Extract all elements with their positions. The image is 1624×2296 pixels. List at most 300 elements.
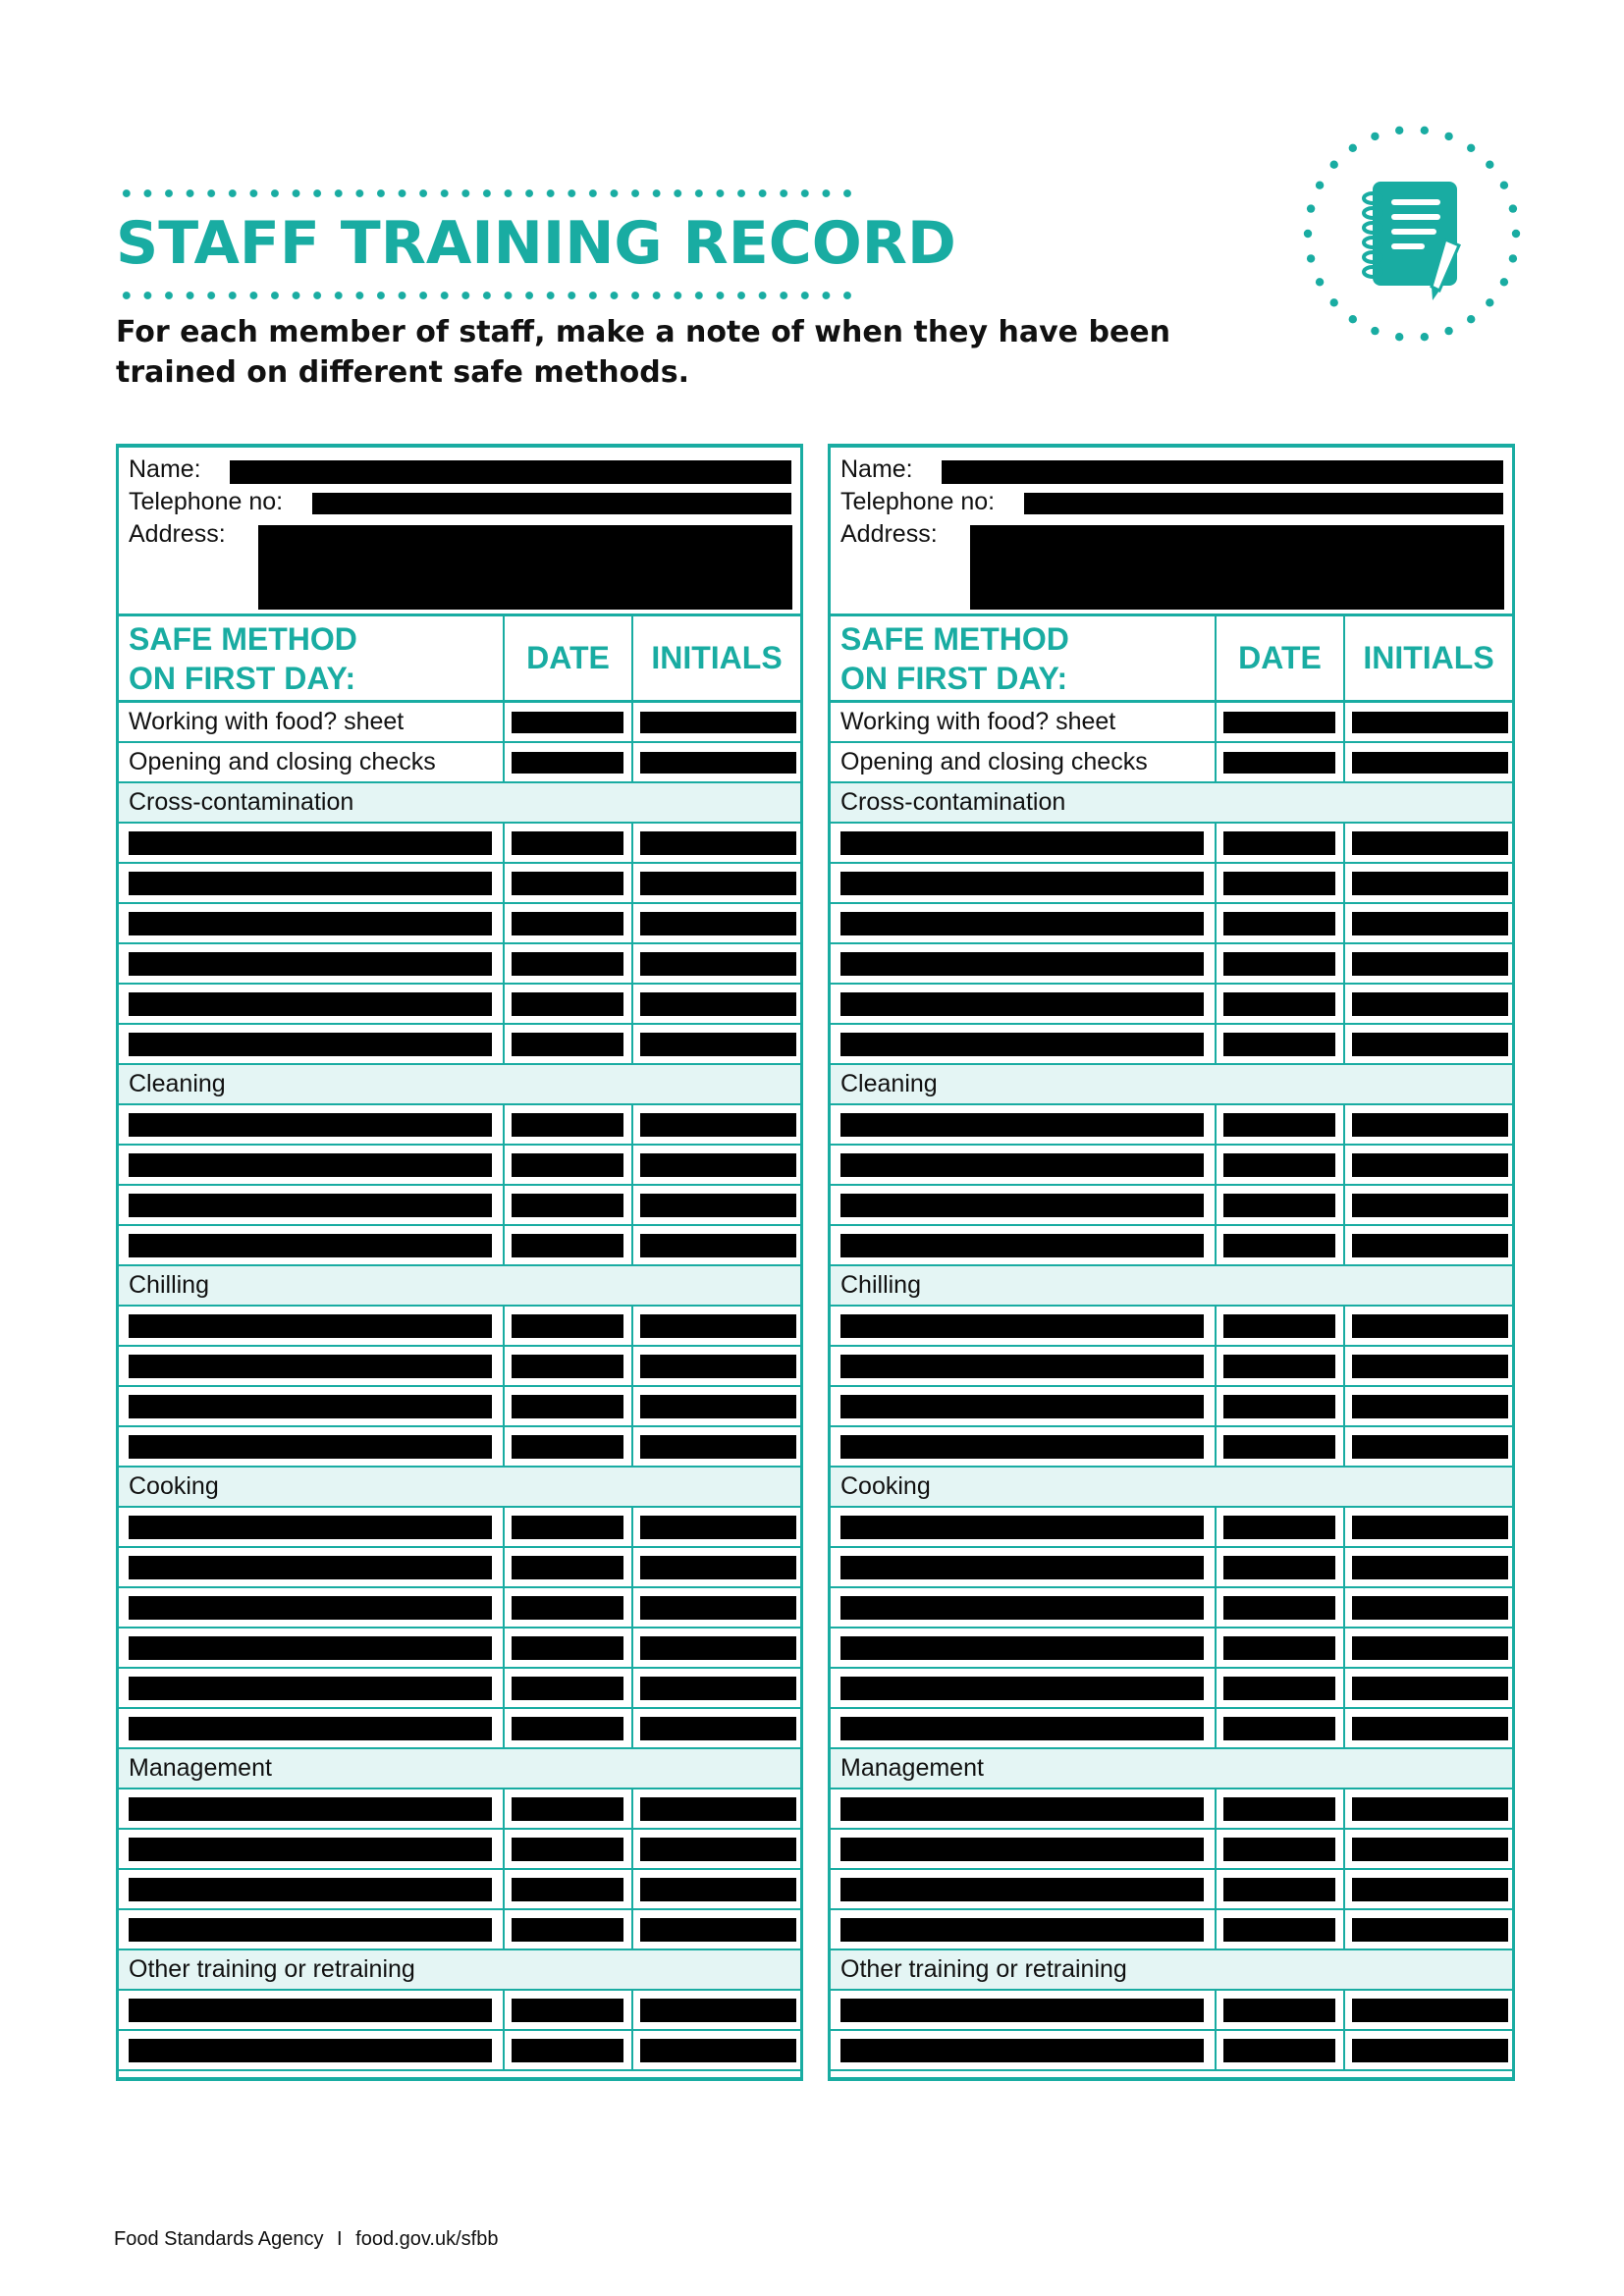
section-header-row <box>831 1950 1512 1991</box>
column-divider <box>503 1991 505 2029</box>
column-divider <box>1215 1427 1217 1466</box>
column-header-method-line1: SAFE METHOD <box>129 621 357 657</box>
name-field-redacted[interactable] <box>230 460 791 484</box>
training-entry-row <box>831 824 1512 864</box>
column-divider <box>1215 944 1217 983</box>
date-cell-redacted <box>1223 1999 1335 2022</box>
training-entry-row <box>119 1789 800 1830</box>
method-cell-redacted <box>129 1596 492 1620</box>
method-cell-redacted <box>129 1153 492 1177</box>
column-divider <box>631 904 633 942</box>
column-header-method <box>840 619 1214 703</box>
training-entry-row <box>831 1991 1512 2031</box>
date-cell-redacted <box>512 1033 623 1056</box>
column-divider <box>1215 1226 1217 1264</box>
column-divider <box>631 864 633 902</box>
initials-cell-redacted <box>640 1314 796 1338</box>
training-entry-row <box>119 985 800 1025</box>
date-cell-redacted <box>1223 1838 1335 1861</box>
column-divider <box>1215 1870 1217 1908</box>
training-entry-row <box>831 1427 1512 1468</box>
date-cell-redacted <box>1223 992 1335 1016</box>
footer-url[interactable]: food.gov.uk/sfbb <box>355 2228 499 2250</box>
training-entry-row <box>831 864 1512 904</box>
method-cell-redacted <box>840 952 1204 976</box>
column-divider <box>1343 1347 1345 1385</box>
method-cell-redacted <box>840 1596 1204 1620</box>
logo-dot <box>1500 278 1508 286</box>
date-cell-redacted <box>512 1838 623 1861</box>
method-cell-redacted <box>840 1999 1204 2022</box>
column-header-method-line1: SAFE METHOD <box>840 621 1069 657</box>
column-divider <box>1215 904 1217 942</box>
column-divider <box>1343 1186 1345 1224</box>
date-cell-redacted <box>512 872 623 895</box>
method-cell-redacted <box>129 1113 492 1137</box>
column-divider <box>503 1186 505 1224</box>
initials-cell-redacted <box>640 1395 796 1418</box>
column-divider <box>503 1870 505 1908</box>
section-label: Management <box>129 1754 272 1782</box>
column-divider <box>631 824 633 862</box>
date-cell-redacted <box>1223 1717 1335 1740</box>
address-field-redacted[interactable] <box>970 525 1504 610</box>
column-divider <box>631 1991 633 2029</box>
logo-dot <box>1304 230 1312 238</box>
initials-cell-redacted <box>640 1797 796 1821</box>
training-entry-row <box>119 1427 800 1468</box>
date-cell-redacted <box>512 912 623 935</box>
column-divider <box>1343 1226 1345 1264</box>
column-header-method-line2: ON FIRST DAY: <box>129 661 356 696</box>
logo-dot <box>1395 127 1403 134</box>
initials-cell-redacted <box>1352 1516 1508 1539</box>
column-divider <box>1343 1669 1345 1707</box>
method-cell-redacted <box>129 1234 492 1257</box>
date-cell-redacted <box>1223 831 1335 855</box>
date-cell-redacted <box>1223 1395 1335 1418</box>
section-header-row <box>831 1065 1512 1105</box>
initials-cell-redacted <box>640 752 796 774</box>
column-divider <box>631 2031 633 2069</box>
training-entry-row <box>119 1588 800 1629</box>
column-divider <box>631 1508 633 1546</box>
logo-dot <box>1307 254 1315 262</box>
staff-form-left <box>116 444 803 2081</box>
training-entry-row <box>831 1548 1512 1588</box>
date-cell-redacted <box>1223 952 1335 976</box>
training-entry-row <box>119 1105 800 1146</box>
column-header-date: DATE <box>1215 616 1343 700</box>
column-divider <box>1215 1387 1217 1425</box>
training-entry-row <box>119 904 800 944</box>
initials-cell-redacted <box>1352 1878 1508 1901</box>
logo-dot <box>1395 333 1403 341</box>
initials-cell-redacted <box>640 1435 796 1459</box>
training-entry-row <box>831 1347 1512 1387</box>
date-cell-redacted <box>1223 1797 1335 1821</box>
date-cell-redacted <box>512 1194 623 1217</box>
column-divider <box>1343 904 1345 942</box>
method-cell-redacted <box>840 1033 1204 1056</box>
section-label: Management <box>840 1754 984 1782</box>
initials-cell-redacted <box>1352 1838 1508 1861</box>
training-entry-row <box>831 1910 1512 1950</box>
logo-dot <box>1371 133 1379 140</box>
column-divider <box>503 1508 505 1546</box>
column-divider <box>1215 1548 1217 1586</box>
column-divider <box>1215 1186 1217 1224</box>
section-label: Cross-contamination <box>129 788 354 816</box>
method-cell-redacted <box>840 831 1204 855</box>
title-block <box>116 188 956 300</box>
date-cell-redacted <box>512 952 623 976</box>
training-entry-row <box>119 1025 800 1065</box>
column-divider <box>1343 1910 1345 1949</box>
column-divider <box>1215 1910 1217 1949</box>
column-divider <box>1343 944 1345 983</box>
training-entry-row <box>119 1186 800 1226</box>
date-cell-redacted <box>512 1314 623 1338</box>
notebook-pencil-icon <box>1298 120 1526 347</box>
training-entry-row <box>119 1146 800 1186</box>
column-divider <box>1215 1830 1217 1868</box>
method-cell-redacted <box>840 1636 1204 1660</box>
training-entry-row <box>119 1508 800 1548</box>
date-cell-redacted <box>512 831 623 855</box>
logo-dot <box>1509 254 1517 262</box>
training-entry-row <box>119 1669 800 1709</box>
method-cell-redacted <box>129 1516 492 1539</box>
section-label: Chilling <box>840 1271 921 1299</box>
date-cell-redacted <box>512 1395 623 1418</box>
column-divider <box>631 1830 633 1868</box>
telephone-label: Telephone no: <box>840 488 996 515</box>
date-cell-redacted <box>512 1355 623 1378</box>
method-cell-redacted <box>840 1355 1204 1378</box>
column-divider <box>1343 1548 1345 1586</box>
date-cell-redacted <box>1223 1636 1335 1660</box>
method-cell-redacted <box>840 1516 1204 1539</box>
initials-cell-redacted <box>1352 752 1508 774</box>
method-cell-redacted <box>129 992 492 1016</box>
date-cell-redacted <box>1223 1194 1335 1217</box>
initials-cell-redacted <box>640 1355 796 1378</box>
column-divider <box>1343 1629 1345 1667</box>
method-cell-redacted <box>129 1033 492 1056</box>
method-cell-redacted <box>129 952 492 976</box>
method-cell-redacted <box>840 1194 1204 1217</box>
column-divider <box>631 1709 633 1747</box>
column-divider <box>1215 1105 1217 1144</box>
column-divider <box>1215 1307 1217 1345</box>
training-entry-row <box>831 1025 1512 1065</box>
method-cell-redacted <box>129 831 492 855</box>
initials-cell-redacted <box>1352 2039 1508 2062</box>
training-entry-row <box>831 1387 1512 1427</box>
method-cell-redacted <box>840 992 1204 1016</box>
table-header <box>831 616 1512 703</box>
date-cell-redacted <box>512 1717 623 1740</box>
section-header-row <box>831 1266 1512 1307</box>
address-field-redacted[interactable] <box>258 525 792 610</box>
initials-cell-redacted <box>1352 1033 1508 1056</box>
method-cell-redacted <box>129 1677 492 1700</box>
staff-details <box>831 448 1512 616</box>
column-divider <box>1215 1146 1217 1184</box>
training-entry-row <box>831 1146 1512 1186</box>
training-entry-row <box>119 1347 800 1387</box>
training-entry-row <box>831 1709 1512 1749</box>
date-cell-redacted <box>1223 1596 1335 1620</box>
date-cell-redacted <box>1223 1918 1335 1942</box>
training-entry-row <box>119 1830 800 1870</box>
date-cell-redacted <box>1223 1516 1335 1539</box>
column-divider <box>1343 1427 1345 1466</box>
section-header-row <box>831 1468 1512 1508</box>
method-cell-redacted <box>840 1918 1204 1942</box>
column-divider <box>631 1588 633 1627</box>
column-divider <box>1343 703 1345 741</box>
intro-text: For each member of staff, make a note of when they have been trained on different safe methods. <box>116 315 1170 390</box>
column-divider <box>503 1789 505 1828</box>
initials-cell-redacted <box>1352 1999 1508 2022</box>
column-divider <box>503 985 505 1023</box>
column-divider <box>1343 1870 1345 1908</box>
column-header-initials: INITIALS <box>1343 616 1512 700</box>
column-divider <box>503 1146 505 1184</box>
column-divider <box>1215 824 1217 862</box>
column-divider <box>503 864 505 902</box>
section-label: Cross-contamination <box>840 788 1066 816</box>
column-divider <box>503 743 505 781</box>
column-divider <box>631 1910 633 1949</box>
initials-cell-redacted <box>640 712 796 733</box>
logo-dot <box>1444 327 1452 335</box>
method-cell-redacted <box>840 2039 1204 2062</box>
section-label: Other training or retraining <box>840 1955 1127 1983</box>
method-cell-redacted <box>840 1878 1204 1901</box>
date-cell-redacted <box>512 752 623 774</box>
training-entry-row <box>831 1789 1512 1830</box>
first-day-row <box>119 703 800 743</box>
telephone-field-redacted[interactable] <box>1024 493 1503 514</box>
method-cell-redacted <box>129 1838 492 1861</box>
method-cell-redacted <box>840 912 1204 935</box>
training-entry-row <box>831 944 1512 985</box>
training-entry-row <box>119 944 800 985</box>
logo-dot <box>1444 133 1452 140</box>
training-entry-row <box>119 2031 800 2071</box>
logo-dot <box>1349 144 1357 152</box>
training-entry-row <box>119 824 800 864</box>
telephone-label: Telephone no: <box>129 488 284 515</box>
training-entry-row <box>119 1307 800 1347</box>
date-cell-redacted <box>1223 712 1335 733</box>
column-divider <box>631 1669 633 1707</box>
column-divider <box>631 1146 633 1184</box>
logo-dot <box>1330 161 1338 169</box>
column-divider <box>1343 1508 1345 1546</box>
initials-cell-redacted <box>640 912 796 935</box>
name-label: Name: <box>840 455 913 483</box>
training-entry-row <box>119 1387 800 1427</box>
column-divider <box>1215 1709 1217 1747</box>
initials-cell-redacted <box>1352 1153 1508 1177</box>
first-day-item-label: Working with food? sheet <box>840 708 1116 735</box>
logo-dot <box>1421 333 1429 341</box>
training-entry-row <box>831 1830 1512 1870</box>
column-divider <box>1343 1105 1345 1144</box>
method-cell-redacted <box>840 872 1204 895</box>
initials-cell-redacted <box>1352 1596 1508 1620</box>
initials-cell-redacted <box>640 1556 796 1579</box>
column-divider <box>503 1830 505 1868</box>
column-divider <box>503 1548 505 1586</box>
page-title: STAFF TRAINING RECORD <box>116 209 956 278</box>
initials-cell-redacted <box>640 1234 796 1257</box>
column-divider <box>1343 1588 1345 1627</box>
training-entry-row <box>831 1508 1512 1548</box>
column-divider <box>1343 1387 1345 1425</box>
initials-cell-redacted <box>1352 1717 1508 1740</box>
section-header-row <box>119 1065 800 1105</box>
training-entry-row <box>831 1226 1512 1266</box>
column-header-method-line2: ON FIRST DAY: <box>840 661 1068 696</box>
date-cell-redacted <box>512 1435 623 1459</box>
column-divider <box>503 1669 505 1707</box>
method-cell-redacted <box>129 1999 492 2022</box>
column-divider <box>1215 703 1217 741</box>
column-divider <box>1343 864 1345 902</box>
method-cell-redacted <box>129 1435 492 1459</box>
method-cell-redacted <box>129 2039 492 2062</box>
date-cell-redacted <box>512 1556 623 1579</box>
section-label: Cooking <box>840 1472 931 1500</box>
date-cell-redacted <box>1223 1234 1335 1257</box>
column-divider <box>1343 824 1345 862</box>
initials-cell-redacted <box>1352 952 1508 976</box>
initials-cell-redacted <box>640 1033 796 1056</box>
training-entry-row <box>831 1588 1512 1629</box>
telephone-field-redacted[interactable] <box>312 493 791 514</box>
column-divider <box>503 1709 505 1747</box>
method-cell-redacted <box>840 1435 1204 1459</box>
table-header <box>119 616 800 703</box>
column-divider <box>631 703 633 741</box>
initials-cell-redacted <box>640 1838 796 1861</box>
initials-cell-redacted <box>1352 1636 1508 1660</box>
column-divider <box>503 944 505 983</box>
date-cell-redacted <box>512 1516 623 1539</box>
initials-cell-redacted <box>1352 992 1508 1016</box>
column-divider <box>1343 743 1345 781</box>
column-divider <box>631 1870 633 1908</box>
column-divider <box>631 743 633 781</box>
training-entry-row <box>119 1548 800 1588</box>
column-divider <box>1215 1025 1217 1063</box>
method-cell-redacted <box>129 1878 492 1901</box>
initials-cell-redacted <box>640 872 796 895</box>
date-cell-redacted <box>1223 912 1335 935</box>
column-divider <box>503 1226 505 1264</box>
section-header-row <box>831 783 1512 824</box>
initials-cell-redacted <box>640 1878 796 1901</box>
column-divider <box>631 1347 633 1385</box>
method-cell-redacted <box>129 1636 492 1660</box>
column-divider <box>1343 1307 1345 1345</box>
section-header-row <box>119 1749 800 1789</box>
date-cell-redacted <box>512 1797 623 1821</box>
training-entry-row <box>119 1709 800 1749</box>
column-divider <box>1215 1669 1217 1707</box>
logo-dot <box>1512 230 1520 238</box>
training-entry-row <box>831 2031 1512 2071</box>
date-cell-redacted <box>512 1596 623 1620</box>
date-cell-redacted <box>512 1234 623 1257</box>
logo-dot <box>1486 298 1493 306</box>
column-divider <box>503 703 505 741</box>
initials-cell-redacted <box>640 1516 796 1539</box>
initials-cell-redacted <box>1352 1355 1508 1378</box>
initials-cell-redacted <box>1352 1395 1508 1418</box>
first-day-row <box>119 743 800 783</box>
training-entry-row <box>831 1870 1512 1910</box>
date-cell-redacted <box>1223 1033 1335 1056</box>
name-field-redacted[interactable] <box>942 460 1503 484</box>
initials-cell-redacted <box>1352 712 1508 733</box>
initials-cell-redacted <box>640 952 796 976</box>
column-divider <box>1343 1830 1345 1868</box>
method-cell-redacted <box>129 872 492 895</box>
training-entry-row <box>831 1629 1512 1669</box>
logo-dot <box>1500 182 1508 189</box>
logo-dot <box>1316 278 1324 286</box>
logo-dot <box>1349 315 1357 323</box>
logo-dot <box>1307 204 1315 212</box>
date-cell-redacted <box>1223 2039 1335 2062</box>
footer-separator: I <box>337 2228 343 2250</box>
address-label: Address: <box>129 520 226 548</box>
column-divider <box>1343 1991 1345 2029</box>
column-divider <box>1215 1789 1217 1828</box>
logo-dot <box>1509 204 1517 212</box>
date-cell-redacted <box>512 2039 623 2062</box>
method-cell-redacted <box>840 1153 1204 1177</box>
column-header-date: DATE <box>503 616 631 700</box>
column-divider <box>631 1186 633 1224</box>
section-header-row <box>119 783 800 824</box>
method-cell-redacted <box>840 1556 1204 1579</box>
footer-org: Food Standards Agency <box>114 2228 324 2250</box>
initials-cell-redacted <box>1352 1234 1508 1257</box>
staff-details <box>119 448 800 616</box>
initials-cell-redacted <box>1352 1194 1508 1217</box>
initials-cell-redacted <box>640 831 796 855</box>
column-divider <box>503 904 505 942</box>
initials-cell-redacted <box>1352 1113 1508 1137</box>
column-divider <box>1343 985 1345 1023</box>
method-cell-redacted <box>840 1797 1204 1821</box>
method-cell-redacted <box>129 1314 492 1338</box>
method-cell-redacted <box>840 1234 1204 1257</box>
method-cell-redacted <box>840 1677 1204 1700</box>
column-divider <box>1215 2031 1217 2069</box>
date-cell-redacted <box>512 1113 623 1137</box>
training-entry-row <box>119 1910 800 1950</box>
date-cell-redacted <box>1223 1314 1335 1338</box>
logo-dot <box>1467 315 1475 323</box>
